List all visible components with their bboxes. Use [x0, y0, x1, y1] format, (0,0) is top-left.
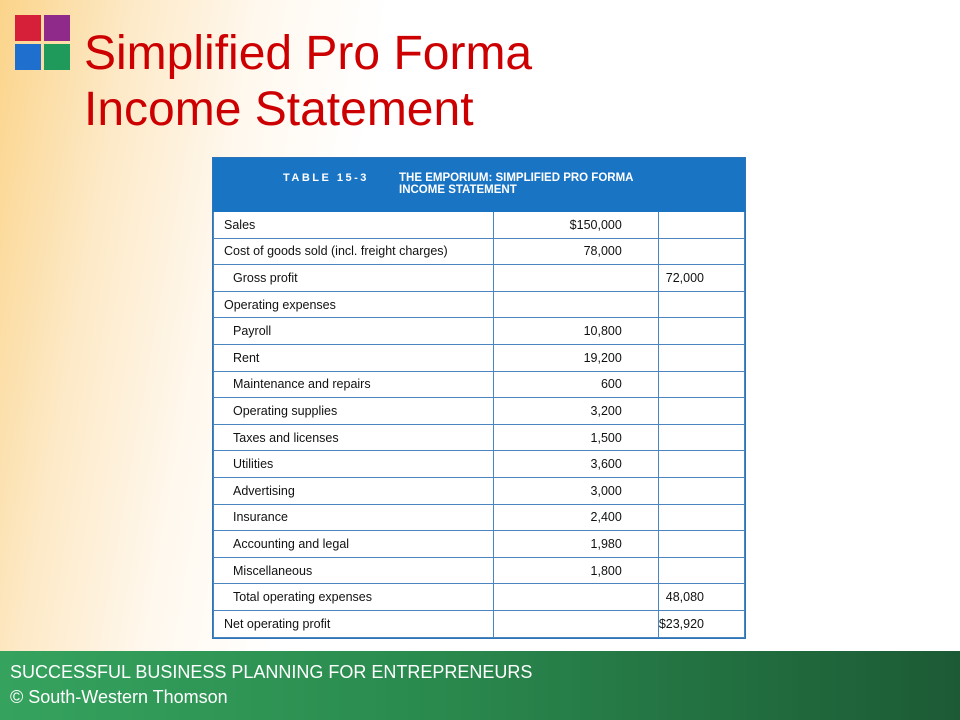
table-row [214, 557, 745, 584]
table-row [214, 584, 745, 611]
logo-square-red [15, 15, 41, 41]
row-amount: 78,000 [493, 238, 658, 265]
table-header [213, 158, 745, 212]
table-body [213, 212, 745, 638]
table-caption-line1: THE EMPORIUM: SIMPLIFIED PRO FORMA [399, 172, 634, 184]
row-amount: 600 [493, 371, 658, 398]
row-amount [493, 610, 658, 637]
logo-square-green [44, 44, 70, 70]
logo-squares [15, 15, 71, 71]
table-row [214, 238, 745, 265]
row-item-label: Insurance [214, 504, 494, 531]
row-amount: 3,600 [493, 451, 658, 478]
table-row [214, 398, 745, 425]
row-total [658, 504, 744, 531]
income-statement-table [212, 157, 746, 639]
row-amount: 10,800 [493, 318, 658, 345]
row-total [658, 531, 744, 558]
row-amount: 3,200 [493, 398, 658, 425]
table-row [214, 610, 745, 637]
row-total [658, 451, 744, 478]
row-total: $23,920 [658, 610, 744, 637]
row-amount: 19,200 [493, 344, 658, 371]
row-amount [493, 584, 658, 611]
row-amount: $150,000 [493, 212, 658, 238]
row-amount [493, 265, 658, 292]
logo-square-blue [15, 44, 41, 70]
row-total: 72,000 [658, 265, 744, 292]
row-item-label: Rent [214, 344, 494, 371]
row-amount: 3,000 [493, 477, 658, 504]
slide-title-line2: Income Statement [84, 83, 474, 136]
row-item-label: Operating expenses [214, 291, 494, 318]
logo-square-purple [44, 15, 70, 41]
table-row [214, 531, 745, 558]
row-item-label: Total operating expenses [214, 584, 494, 611]
table-row [214, 504, 745, 531]
row-total [658, 318, 744, 345]
table-row [214, 424, 745, 451]
table-caption [399, 172, 699, 196]
row-item-label: Accounting and legal [214, 531, 494, 558]
table-row [214, 265, 745, 292]
row-item-label: Sales [214, 212, 494, 238]
row-item-label: Payroll [214, 318, 494, 345]
row-item-label: Net operating profit [214, 610, 494, 637]
table-label: TABLE 15-3 [283, 172, 369, 184]
row-total [658, 344, 744, 371]
table-row [214, 212, 745, 238]
row-amount: 2,400 [493, 504, 658, 531]
row-item-label: Cost of goods sold (incl. freight charges) [214, 238, 494, 265]
footer-line1: SUCCESSFUL BUSINESS PLANNING FOR ENTREPRENEURS [10, 662, 533, 682]
row-total [658, 424, 744, 451]
table-row [214, 477, 745, 504]
row-item-label: Operating supplies [214, 398, 494, 425]
row-item-label: Miscellaneous [214, 557, 494, 584]
row-total [658, 398, 744, 425]
row-total [658, 477, 744, 504]
footer-line2: © South-Western Thomson [10, 687, 228, 707]
row-total [658, 371, 744, 398]
row-item-label: Utilities [214, 451, 494, 478]
row-total: 48,080 [658, 584, 744, 611]
table-row [214, 318, 745, 345]
table-row [214, 451, 745, 478]
table-row [214, 291, 745, 318]
row-total [658, 557, 744, 584]
row-item-label: Maintenance and repairs [214, 371, 494, 398]
table-caption-line2: INCOME STATEMENT [399, 184, 517, 196]
row-amount: 1,500 [493, 424, 658, 451]
row-item-label: Gross profit [214, 265, 494, 292]
table-row [214, 344, 745, 371]
row-total [658, 291, 744, 318]
row-item-label: Advertising [214, 477, 494, 504]
footer-bar [0, 651, 960, 720]
slide-title [84, 26, 532, 138]
table-row [214, 371, 745, 398]
row-amount: 1,800 [493, 557, 658, 584]
slide-title-line1: Simplified Pro Forma [84, 27, 533, 80]
row-amount: 1,980 [493, 531, 658, 558]
row-amount [493, 291, 658, 318]
row-total [658, 238, 744, 265]
row-total [658, 212, 744, 238]
row-item-label: Taxes and licenses [214, 424, 494, 451]
